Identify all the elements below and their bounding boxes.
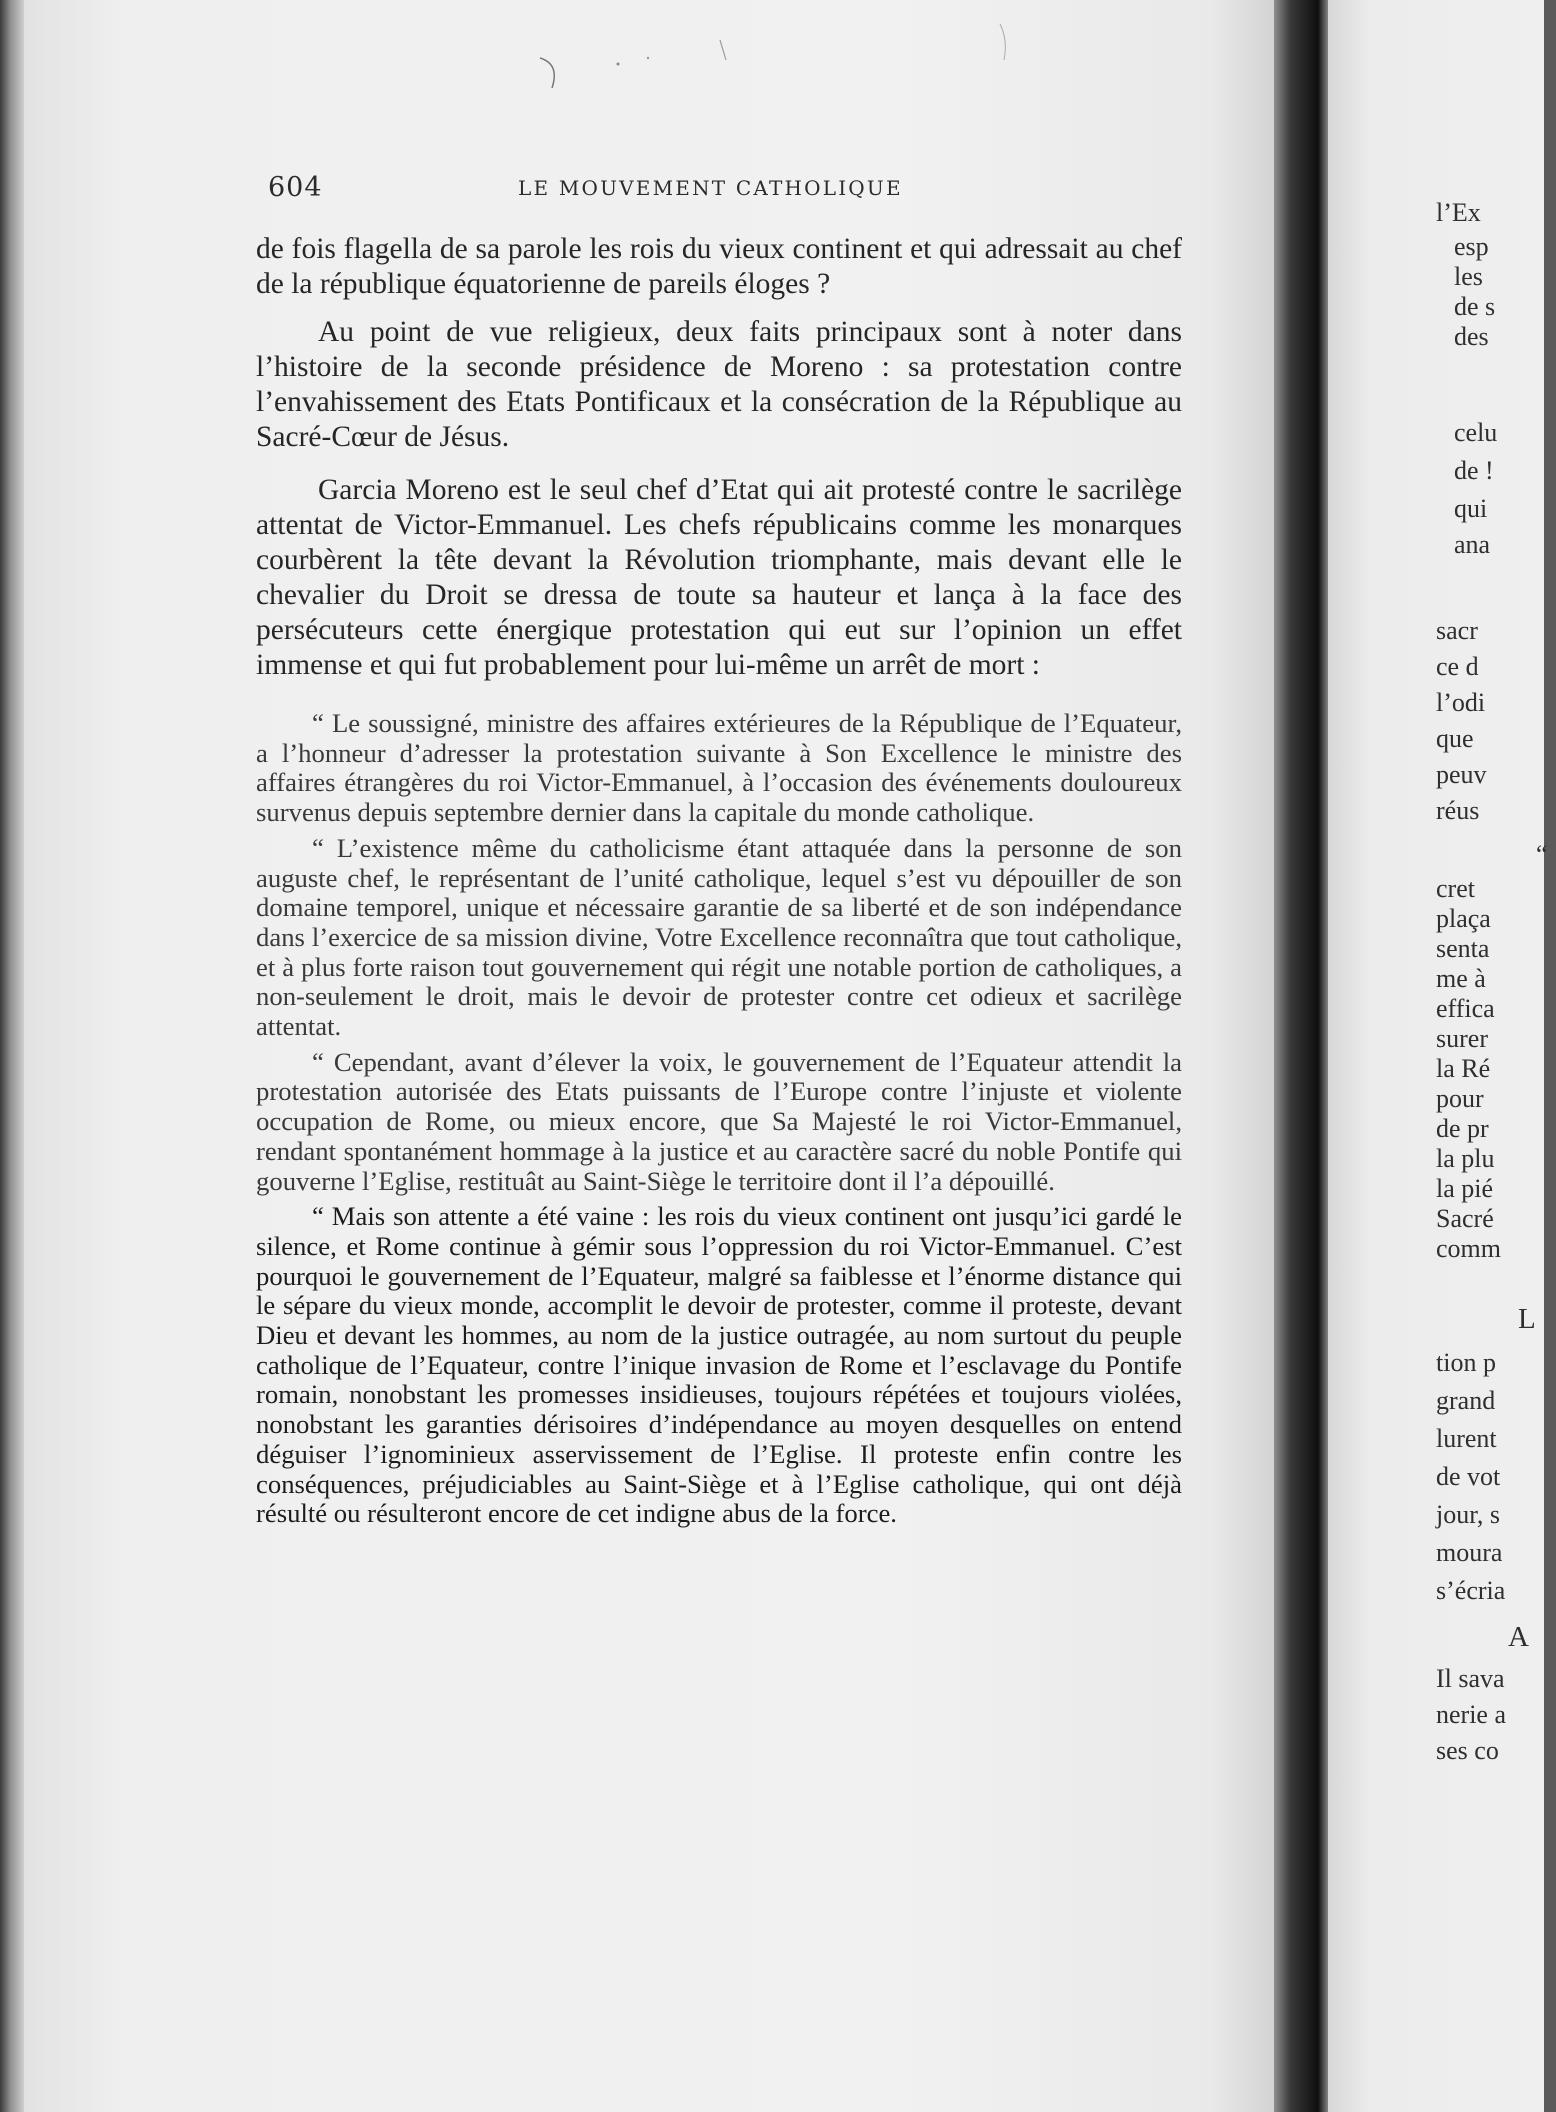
right-page-fragment: pour [1436,1084,1484,1113]
right-page-fragment: la pié [1436,1174,1494,1203]
right-page-fragment: de pr [1436,1114,1489,1143]
right-page-fragment: esp [1454,232,1489,261]
body-paragraph: Au point de vue religieux, deux faits principaux sont à noter dans l’histoire de la seconde présidence de Moreno : sa protestation contre l’envahissement des Etats Pontificaux et la consécration de la République au Sacré-Cœur de Jésus. [256,316,1182,453]
right-page-fragment: réus [1436,796,1480,825]
right-page-fragment: de ! [1454,456,1494,485]
right-page-fragment: comm [1436,1234,1501,1263]
right-page-fragment: cret [1436,874,1475,903]
right-page-fragment: senta [1436,934,1490,963]
right-page-fragment: tion p [1436,1348,1496,1377]
right-page-fragment: L [1518,1303,1536,1335]
right-page-fragment: lurent [1436,1424,1497,1453]
right-page-fragment: celu [1454,418,1498,447]
right-page-fragment: surer [1436,1024,1488,1053]
right-page-fragment: A [1508,1621,1529,1653]
right-page-fragment: la plu [1436,1144,1495,1173]
right-page-fragment: l’Ex [1436,198,1481,227]
right-page-fragment: qui [1454,494,1488,523]
right-page-fragment: grand [1436,1386,1496,1415]
right-page-fragment: de vot [1436,1462,1501,1491]
quoted-protest-paragraph: “ L’existence même du catholicisme étant attaquée dans la personne de son auguste chef, le représentant de l’unité catholique, lequel s’est vu dépouiller de son domaine temporel, unique et nécessaire garantie de sa liberté et de son indépendance dans l’exercice de sa mission divine, Votre Excellence reconnaîtra que tout catholique, et à plus forte raison tout gouvernement qui régit une notable portion de catholiques, a non-seulement le droit, mais le devoir de protester contre cet odieux et sacrilège attentat. [256,832,1182,1042]
body-paragraph: de fois flagella de sa parole les rois du vieux continent et qui adressait au chef de la république équatorienne de pareils éloges ? [256,233,1182,300]
right-page-fragment: peuv [1436,760,1487,789]
body-paragraph: Garcia Moreno est le seul chef d’Etat qui ait protesté contre le sacrilège attentat de Victor-Emmanuel. Les chefs républicains comme les monarques courbèrent la tête devant la Révolution triomphante, mais devant elle le chevalier du Droit se dressa de toute sa hauteur et lança à la face des persécuteurs cette énergique protestation qui eut sur l’opinion un effet immense et qui fut probablement pour lui-même un arrêt de mort : [256,474,1182,681]
right-page-fragment: effica [1436,994,1495,1023]
page-header [268,172,1188,208]
right-page-fragment: plaça [1436,904,1491,933]
running-head: LE MOUVEMENT CATHOLIQUE [518,176,903,200]
right-page-fragment: de s [1454,292,1496,321]
quoted-protest-paragraph: “ Cependant, avant d’élever la voix, le gouvernement de l’Equateur attendit la protestation autorisée des Etats puissants de l’Europe contre l’injuste et violente occupation de Rome, ou mieux encore, que Sa Majesté le roi Victor-Emmanuel, rendant spontanément hommage à la justice et au caractère sacré du noble Pontife qui gouverne l’Eglise, restituât au Saint-Siège le territoire dont il l’a dépouillé. [256,1046,1182,1196]
right-page-fragment: s’écria [1436,1576,1506,1605]
right-page-fragment: nerie a [1436,1700,1507,1729]
right-page-fragment: des [1454,322,1489,351]
page-number: 604 [268,172,323,203]
right-page-fragment: “ [1536,840,1548,869]
right-page-fragment: sacr [1436,616,1478,645]
right-page-fragment: ses co [1436,1736,1499,1765]
right-page-fragment: moura [1436,1538,1503,1567]
right-page-fragment: ana [1454,530,1491,559]
right-page-fragment: ce d [1436,652,1479,681]
right-page-fragment: me à [1436,964,1486,993]
right-page-fragment: que [1436,724,1474,753]
right-page-fragment: Il sava [1436,1664,1505,1693]
right-page-fragment: l’odi [1436,688,1486,717]
right-page-fragment: la Ré [1436,1054,1491,1083]
right-page-fragment: jour, s [1436,1500,1500,1529]
quoted-protest-paragraph: “ Mais son attente a été vaine : les rois du vieux continent ont jusqu’ici gardé le silence, et Rome continue à gémir sous l’oppression du roi Victor-Emmanuel. C’est pourquoi le gouvernement de l’Equateur, malgré sa faiblesse et l’énorme distance qui le sépare du vieux monde, accomplit le devoir de protester, comme il proteste, devant Dieu et devant les hommes, au nom de la justice outragée, au nom surtout du peuple catholique de l’Equateur, contre l’inique invasion de Rome et l’esclavage du Pontife romain, nonobstant les promesses insidieuses, toujours répétées et toujours violées, nonobstant les garanties dérisoires d’indépendance au moyen desquelles on entend déguiser l’ignominieux asservissement de l’Eglise. Il proteste enfin contre les conséquences, préjudiciables au Saint-Siège et à l’Eglise catholique, qui ont déjà résulté ou résulteront encore de cet indigne abus de la force. [256,1201,1182,1529]
right-page-fragment: les [1454,262,1483,291]
main-text-column [256,232,1182,1529]
quoted-protest-paragraph: “ Le soussigné, ministre des affaires extérieures de la République de l’Equateur, a l’honneur d’adresser la protestation suivante à Son Excellence le ministre des affaires étrangères du roi Victor-Emmanuel, à l’occasion des événements douloureux survenus depuis septembre dernier dans la capitale du monde catholique. [256,708,1182,828]
right-page-fragment: Sacré [1436,1204,1494,1233]
